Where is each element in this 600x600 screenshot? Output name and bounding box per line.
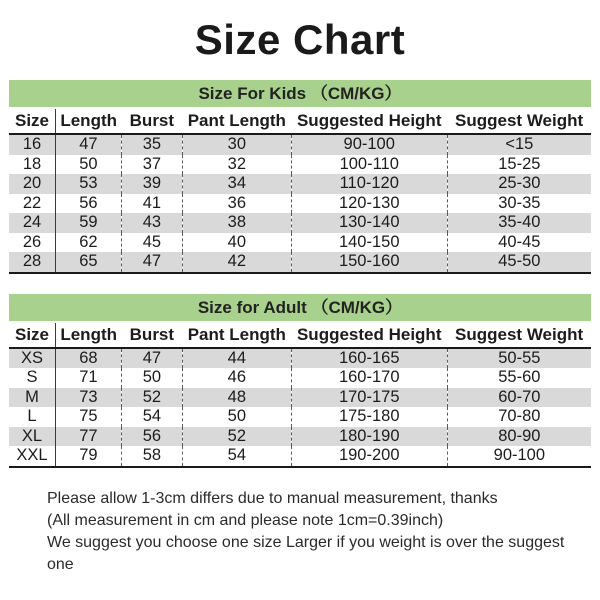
kids-table-header-row	[9, 109, 591, 134]
table-cell: 80-90	[447, 427, 591, 447]
table-cell: 45-50	[447, 252, 591, 273]
table-cell: 40	[182, 233, 291, 253]
note-line: Please allow 1-3cm differs due to manual measurement, thanks	[47, 489, 498, 507]
table-cell: 100-110	[291, 155, 447, 175]
adult-section-header: Size for Adult （CM/KG）	[9, 294, 591, 321]
table-cell: 50-55	[447, 348, 591, 369]
table-cell: 35	[121, 134, 182, 155]
table-cell: 75	[56, 407, 122, 427]
table-cell: 175-180	[291, 407, 447, 427]
table-cell: 30-35	[447, 194, 591, 214]
table-cell: 38	[182, 213, 291, 233]
table-cell: 52	[182, 427, 291, 447]
table-cell: 120-130	[291, 194, 447, 214]
table-row	[9, 233, 591, 253]
table-cell: 70-80	[447, 407, 591, 427]
table-cell: 22	[22, 193, 42, 212]
table-cell: 26	[22, 232, 42, 251]
table-cell: 140-150	[291, 233, 447, 253]
kids-size-table	[9, 109, 591, 274]
table-cell: 47	[121, 348, 182, 369]
table-cell: 32	[182, 155, 291, 175]
kids-table-body	[9, 134, 591, 273]
table-cell: 90-100	[291, 134, 447, 155]
table-cell: XXL	[9, 446, 56, 467]
tables-container	[9, 80, 591, 468]
table-cell: 54	[182, 446, 291, 467]
table-cell: 39	[121, 174, 182, 194]
table-cell: 160-165	[291, 348, 447, 369]
table-cell: 62	[56, 233, 122, 253]
table-cell: 42	[182, 252, 291, 273]
table-cell: 52	[121, 388, 182, 408]
table-cell: <15	[447, 134, 591, 155]
table-cell: 190-200	[291, 446, 447, 467]
table-row	[9, 155, 591, 175]
table-cell: 50	[182, 407, 291, 427]
note-line: We suggest you choose one size Larger if you weight is over the suggest one	[47, 533, 565, 573]
kids-section-header: Size For Kids （CM/KG）	[9, 80, 591, 107]
column-header: Length	[56, 109, 122, 134]
table-cell: 54	[121, 407, 182, 427]
table-cell: XL	[9, 427, 56, 447]
table-row	[9, 174, 591, 194]
column-header: Burst	[121, 109, 182, 134]
table-cell: 65	[56, 252, 122, 273]
table-row	[9, 252, 591, 273]
column-header: Suggested Height	[291, 109, 447, 134]
table-cell: L	[27, 407, 37, 425]
table-cell: 36	[182, 194, 291, 214]
table-cell: 68	[56, 348, 122, 369]
table-cell: 20	[9, 174, 56, 194]
column-header: Suggest Weight	[447, 323, 591, 348]
table-cell: 15-25	[447, 155, 591, 175]
table-cell: XS	[9, 348, 56, 369]
table-cell: S	[26, 368, 38, 386]
table-cell: 130-140	[291, 213, 447, 233]
table-cell: 55-60	[447, 368, 591, 388]
measurement-notes	[47, 488, 590, 576]
table-cell: 48	[182, 388, 291, 408]
table-cell: 60-70	[447, 388, 591, 408]
adult-table-body	[9, 348, 591, 467]
table-cell: 77	[56, 427, 122, 447]
table-cell: 53	[56, 174, 122, 194]
table-cell: 28	[9, 252, 56, 273]
table-row	[9, 446, 591, 467]
table-row	[9, 348, 591, 369]
table-cell: 73	[56, 388, 122, 408]
table-cell: 47	[121, 252, 182, 273]
table-cell: 58	[121, 446, 182, 467]
table-cell: 50	[56, 155, 122, 175]
table-cell: 56	[56, 194, 122, 214]
table-cell: 25-30	[447, 174, 591, 194]
table-row	[9, 427, 591, 447]
column-header: Length	[56, 323, 122, 348]
table-cell: 170-175	[291, 388, 447, 408]
column-header: Pant Length	[182, 323, 291, 348]
table-cell: 150-160	[291, 252, 447, 273]
table-row	[9, 213, 591, 233]
table-cell: 71	[56, 368, 122, 388]
table-cell: 79	[56, 446, 122, 467]
table-cell: 18	[22, 154, 42, 173]
table-cell: 180-190	[291, 427, 447, 447]
table-row	[9, 388, 591, 408]
table-cell: M	[9, 388, 56, 408]
column-header: Pant Length	[182, 109, 291, 134]
table-row	[9, 407, 591, 427]
table-cell: 37	[121, 155, 182, 175]
table-cell: 160-170	[291, 368, 447, 388]
table-cell: 34	[182, 174, 291, 194]
table-cell: 56	[121, 427, 182, 447]
table-row	[9, 368, 591, 388]
table-cell: 16	[9, 134, 56, 155]
table-cell: 41	[121, 194, 182, 214]
table-cell: 35-40	[447, 213, 591, 233]
adult-size-table	[9, 323, 591, 468]
note-line: (All measurement in cm and please note 1cm=0.39inch)	[47, 511, 444, 529]
table-cell: 45	[121, 233, 182, 253]
column-header: Size	[9, 323, 56, 348]
table-cell: 43	[121, 213, 182, 233]
table-cell: 30	[182, 134, 291, 155]
page-title: Size Chart	[194, 16, 406, 63]
table-cell: 46	[182, 368, 291, 388]
table-cell: 90-100	[447, 446, 591, 467]
table-cell: 110-120	[291, 174, 447, 194]
table-cell: 47	[56, 134, 122, 155]
column-header: Size	[9, 109, 56, 134]
column-header: Suggested Height	[291, 323, 447, 348]
table-header-row	[9, 323, 591, 348]
table-cell: 44	[182, 348, 291, 369]
column-header: Suggest Weight	[447, 109, 591, 134]
column-header: Burst	[121, 323, 182, 348]
table-cell: 24	[9, 213, 56, 233]
table-cell: 40-45	[447, 233, 591, 253]
table-row	[9, 194, 591, 214]
adult-table-header-row	[9, 323, 591, 348]
table-row	[9, 134, 591, 155]
table-cell: 59	[56, 213, 122, 233]
table-cell: 50	[121, 368, 182, 388]
table-header-row	[9, 109, 591, 134]
